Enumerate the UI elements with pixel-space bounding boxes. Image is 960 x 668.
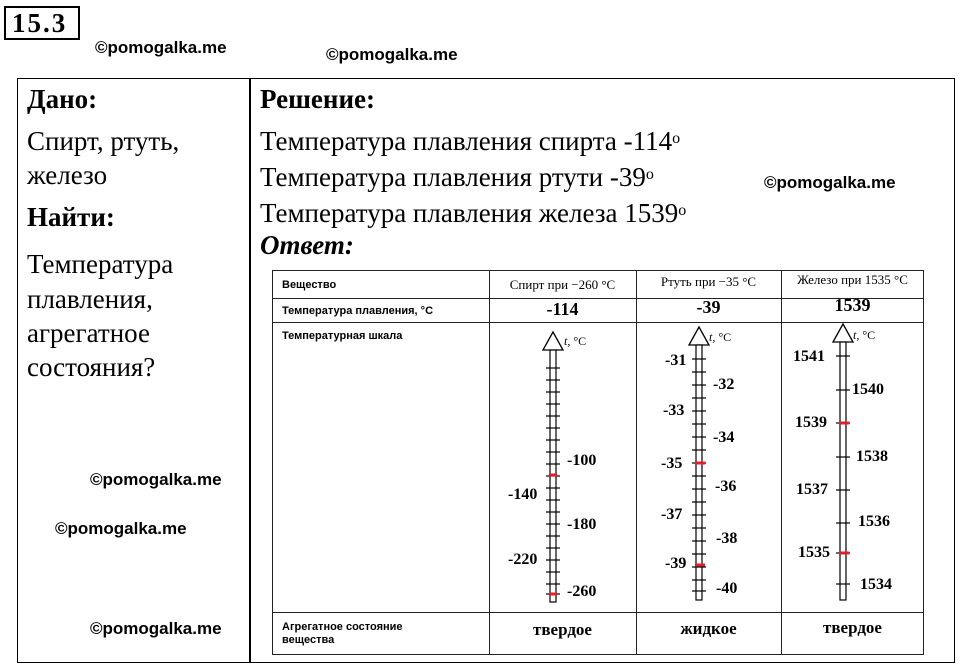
given-line: железо — [27, 160, 108, 190]
scale-label: -37 — [661, 506, 683, 523]
scale-label: -38 — [716, 530, 738, 547]
watermark: ©pomogalka.me — [90, 470, 222, 489]
scale-label: -100 — [567, 452, 597, 469]
table-divider — [636, 270, 637, 655]
answer-table — [272, 270, 924, 655]
scale-label: 1536 — [858, 513, 890, 530]
solution-heading: Решение: — [260, 84, 375, 114]
column-header: Спирт при −260 °С — [509, 277, 616, 292]
unit-label: t, °С — [709, 330, 732, 344]
scale-label: 1535 — [798, 544, 830, 561]
watermark: ©pomogalka.me — [55, 519, 187, 538]
table-divider — [489, 270, 490, 655]
thermometer-tube — [840, 342, 846, 600]
solution-line: Температура плавления спирта -114$^o$ — [260, 126, 681, 156]
scale-label: -180 — [567, 516, 597, 533]
thermometer-arrow — [833, 324, 853, 342]
solution-line: Температура плавления железа 1539$^o$ — [260, 198, 687, 228]
scale-label: -36 — [715, 478, 737, 495]
scale-label: -32 — [713, 376, 735, 393]
scale-label: -31 — [665, 352, 687, 369]
thermometer-tube — [696, 345, 702, 600]
scale-label: 1537 — [796, 481, 828, 498]
unit-label: t, °С — [853, 328, 876, 342]
scale-label: 1541 — [793, 348, 825, 365]
column-header: Железо при 1535 °С — [797, 272, 908, 287]
task-number: 15.3 — [4, 6, 80, 40]
find-line: агрегатное — [27, 318, 150, 348]
column-divider — [249, 78, 251, 663]
scale-label: -220 — [508, 551, 538, 568]
thermometer-arrow — [543, 332, 563, 350]
state-value: жидкое — [680, 619, 737, 638]
melting-point-value: -39 — [696, 297, 721, 317]
table-divider — [272, 612, 924, 613]
thermometer-alcohol — [540, 330, 570, 605]
unit-label: t, °С — [564, 334, 587, 348]
scale-label: -260 — [567, 583, 597, 600]
table-divider — [781, 270, 782, 655]
watermark: ©pomogalka.me — [764, 173, 896, 192]
thermometer-mercury — [686, 325, 716, 605]
answer-label: Ответ: — [260, 230, 354, 260]
melting-point-value: -114 — [546, 299, 579, 319]
find-heading: Найти: — [27, 202, 115, 232]
find-line: плавления, — [27, 284, 153, 314]
scale-label: -140 — [508, 486, 538, 503]
find-line: Температура — [27, 249, 174, 279]
scale-label: -40 — [716, 580, 738, 597]
given-heading: Дано: — [27, 84, 98, 114]
watermark: ©pomogalka.me — [326, 45, 458, 64]
watermark: ©pomogalka.me — [95, 38, 227, 57]
scale-label: -33 — [663, 402, 685, 419]
scale-label: -34 — [713, 429, 735, 446]
scale-label: 1538 — [856, 448, 888, 465]
state-value: твердое — [823, 618, 882, 637]
scale-label: 1539 — [795, 414, 827, 431]
melting-point-value: 1539 — [834, 295, 871, 315]
state-value: твердое — [533, 620, 592, 639]
watermark: ©pomogalka.me — [90, 619, 222, 638]
thermometer-arrow — [689, 327, 709, 345]
table-divider — [272, 322, 924, 323]
row-label-melting: Температура плавления, °С — [282, 305, 434, 317]
solution-line: Температура плавления ртути -39$^o$ — [260, 162, 654, 192]
row-label-state: Агрегатное состояние вещества — [282, 621, 403, 646]
scale-label: -39 — [665, 555, 687, 572]
column-header: Ртуть при −35 °С — [660, 274, 757, 289]
scale-label: 1534 — [860, 576, 892, 593]
scale-label: -35 — [661, 455, 683, 472]
find-line: состояния? — [27, 352, 156, 382]
given-line: Спирт, ртуть, — [27, 126, 180, 156]
scale-label: 1540 — [852, 381, 884, 398]
row-label-substance: Вещество — [282, 279, 337, 291]
row-label-scale: Температурная шкала — [282, 330, 403, 342]
